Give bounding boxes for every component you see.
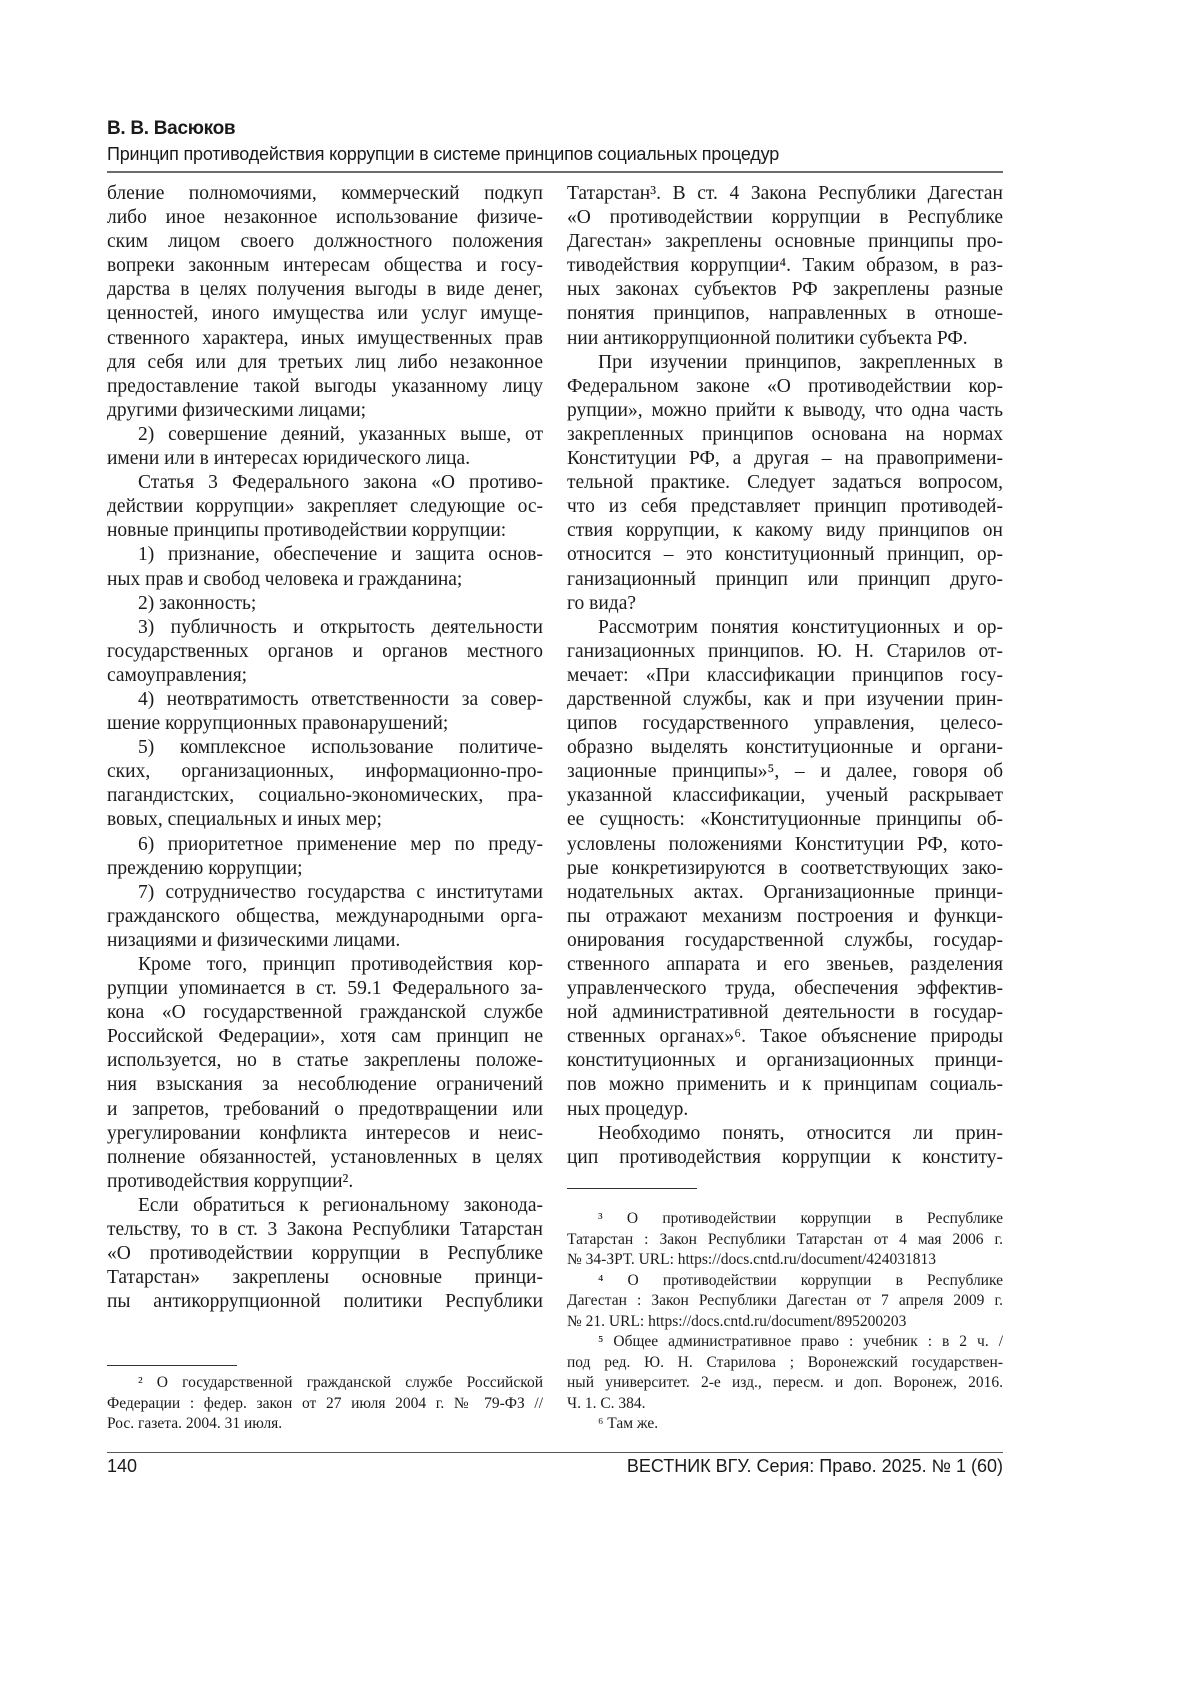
text-line: Необходимо понять, относится ли прин- (567, 1122, 1003, 1146)
paragraph (107, 471, 543, 543)
header-divider (107, 171, 1003, 173)
text-line: нии антикоррупционной политики субъекта РФ. (567, 327, 1003, 351)
text-line: тиводействия коррупции⁴. Таким образом, в раз- (567, 254, 1003, 278)
footnote-line: ный университет. 2-е изд., пересм. и доп. Воронеж, 2016. (567, 1373, 1003, 1394)
page-number: 140 (107, 1456, 137, 1477)
text-line: новные принципы противодействии коррупции: (107, 519, 543, 543)
text-line: понятия принципов, направленных в отноше- (567, 302, 1003, 326)
text-line: бление полномочиями, коммерческий подкуп (107, 182, 543, 206)
footnote-line: Дагестан : Закон Республики Дагестан от 7 апреля 2009 г. (567, 1291, 1003, 1312)
text-line: и запретов, требований о предотвращении или (107, 1098, 543, 1122)
paragraph (107, 543, 543, 591)
text-line: При изучении принципов, закрепленных в (567, 351, 1003, 375)
text-line: имени или в интересах юридического лица. (107, 447, 543, 471)
paragraph (107, 953, 543, 1194)
footnote (567, 1209, 1003, 1271)
text-line: ных процедур. (567, 1098, 1003, 1122)
text-line: ствия коррупции, к какому виду принципов он (567, 519, 1003, 543)
article-title: Принцип противодействия коррупции в системе принципов социальных процедур (107, 144, 779, 165)
text-line: полнение обязанностей, установленных в целях (107, 1146, 543, 1170)
text-line: Кроме того, принцип противодействия кор- (107, 953, 543, 977)
text-line: зационные принципы»⁵, – и далее, говоря об (567, 760, 1003, 784)
left-column-text (107, 182, 543, 1314)
footnote (567, 1332, 1003, 1414)
text-line: действии коррупции» закрепляет следующие ос- (107, 495, 543, 519)
footnote-line: ⁴ О противодействии коррупции в Республике (567, 1271, 1003, 1292)
text-line: дарственной службы, как и при изучении прин- (567, 688, 1003, 712)
footnote-line: Ч. 1. С. 384. (567, 1394, 1003, 1415)
paragraph (107, 423, 543, 471)
text-line: пагандистских, социально-экономических, пра- (107, 784, 543, 808)
text-line: ной административной деятельности в государ- (567, 1001, 1003, 1025)
text-line: Российской Федерации», хотя сам принцип не (107, 1025, 543, 1049)
footnote-line: ⁶ Там же. (567, 1414, 1003, 1435)
footnotes-left (107, 1373, 543, 1435)
footnote-line: № 21. URL: https://docs.cntd.ru/document/895200203 (567, 1312, 1003, 1333)
footnote-line: Татарстан : Закон Республики Татарстан от 4 мая 2006 г. (567, 1230, 1003, 1251)
text-line: ния взыскания за несоблюдение ограничений (107, 1073, 543, 1097)
text-line: образно выделять конституционные и органи- (567, 736, 1003, 760)
text-line: Татарстан» закреплены основные принци- (107, 1266, 543, 1290)
paragraph (107, 833, 543, 881)
text-line: предоставление такой выгоды указанному лицу (107, 375, 543, 399)
text-line: пы антикоррупционной политики Республики (107, 1290, 543, 1314)
footnote-line: ² О государственной гражданской службе Российской (107, 1373, 543, 1394)
text-line: для себя или для третьих лиц либо незаконное (107, 351, 543, 375)
text-line: ским лицом своего должностного положения (107, 230, 543, 254)
paragraph (567, 616, 1003, 1122)
text-line: Конституции РФ, а другая – на правопримени- (567, 447, 1003, 471)
text-line: ганизационный принцип или принцип друго- (567, 568, 1003, 592)
footnote-line: Рос. газета. 2004. 31 июля. (107, 1414, 543, 1435)
text-line: Федеральном законе «О противодействии кор- (567, 375, 1003, 399)
text-line: 2) законность; (107, 592, 543, 616)
footnote (567, 1414, 1003, 1435)
footnotes-right (567, 1209, 1003, 1435)
paragraph (107, 736, 543, 832)
footnote-line: Федерации : федер. закон от 27 июля 2004 г. № 79-ФЗ // (107, 1394, 543, 1415)
text-line: тельству, то в ст. 3 Закона Республики Татарстан (107, 1218, 543, 1242)
text-line: что из себя представляет принцип противодей- (567, 495, 1003, 519)
paragraph (107, 881, 543, 953)
text-line: пов можно применить и к принципам социаль- (567, 1073, 1003, 1097)
footnote-divider-right (567, 1188, 697, 1189)
footnote-divider-left (107, 1365, 237, 1366)
footnote-line: под ред. Ю. Н. Старилова ; Воронежский государствен- (567, 1353, 1003, 1374)
text-line: ганизационных принципов. Ю. Н. Старилов от- (567, 640, 1003, 664)
text-line: ских, организационных, информационно-про- (107, 760, 543, 784)
text-line: преждению коррупции; (107, 857, 543, 881)
text-line: рые конкретизируются в соответствующих зако- (567, 857, 1003, 881)
text-line: го вида? (567, 592, 1003, 616)
text-line: рупции упоминается в ст. 59.1 Федерального за- (107, 977, 543, 1001)
text-line: 1) признание, обеспечение и защита основ- (107, 543, 543, 567)
text-line: ных законах субъектов РФ закреплены разные (567, 278, 1003, 302)
text-line: 5) комплексное использование политиче- (107, 736, 543, 760)
text-line: Статья 3 Федерального закона «О противо- (107, 471, 543, 495)
text-line: урегулировании конфликта интересов и неис- (107, 1122, 543, 1146)
text-line: дарства в целях получения выгоды в виде денег, (107, 278, 543, 302)
paragraph (567, 182, 1003, 351)
footnote-line: № 34-ЗРТ. URL: https://docs.cntd.ru/document/424031813 (567, 1250, 1003, 1271)
text-line: нодательных актах. Организационные принци- (567, 881, 1003, 905)
text-line: ее сущность: «Конституционные принципы об- (567, 808, 1003, 832)
text-line: гражданского общества, международными орга- (107, 905, 543, 929)
text-line: 6) приоритетное применение мер по преду- (107, 833, 543, 857)
text-line: тельной практике. Следует задаться вопросом, (567, 471, 1003, 495)
paragraph (107, 688, 543, 736)
text-line: кона «О государственной гражданской службе (107, 1001, 543, 1025)
text-line: условлены положениями Конституции РФ, кото- (567, 833, 1003, 857)
footnote (567, 1271, 1003, 1333)
text-line: относится – это конституционный принцип, ор- (567, 543, 1003, 567)
text-line: закрепленных принципов основана на нормах (567, 423, 1003, 447)
footer-divider (107, 1452, 1003, 1453)
footnote-line: ⁵ Общее административное право : учебник : в 2 ч. / (567, 1332, 1003, 1353)
text-line: либо иное незаконное использование физиче- (107, 206, 543, 230)
text-line: ственного аппарата и его звеньев, разделения (567, 953, 1003, 977)
text-line: пы отражают механизм построения и функци- (567, 905, 1003, 929)
text-line: «О противодействии коррупции в Республике (567, 206, 1003, 230)
text-line: мечает: «При классификации принципов госу- (567, 664, 1003, 688)
text-line: цип противодействия коррупции к конститу- (567, 1146, 1003, 1170)
text-line: 3) публичность и открытость деятельности (107, 616, 543, 640)
paragraph (107, 1194, 543, 1314)
text-line: используется, но в статье закреплены положе- (107, 1049, 543, 1073)
paragraph (567, 1122, 1003, 1170)
text-line: вопреки законным интересам общества и госу- (107, 254, 543, 278)
text-line: «О противодействии коррупции в Республике (107, 1242, 543, 1266)
paragraph (107, 616, 543, 688)
text-line: 4) неотвратимость ответственности за совер- (107, 688, 543, 712)
paragraph (107, 592, 543, 616)
text-line: противодействия коррупции². (107, 1170, 543, 1194)
paragraph (107, 182, 543, 423)
text-line: 7) сотрудничество государства с институтами (107, 881, 543, 905)
journal-citation: ВЕСТНИК ВГУ. Серия: Право. 2025. № 1 (60) (627, 1456, 1003, 1477)
text-line: ственных органах»⁶. Такое объяснение природы (567, 1025, 1003, 1049)
right-column-text (567, 182, 1003, 1170)
text-line: государственных органов и органов местного (107, 640, 543, 664)
text-line: шение коррупционных правонарушений; (107, 712, 543, 736)
text-line: самоуправления; (107, 664, 543, 688)
text-line: управленческого труда, обеспечения эффектив- (567, 977, 1003, 1001)
text-line: 2) совершение деяний, указанных выше, от (107, 423, 543, 447)
text-line: низациями и физическими лицами. (107, 929, 543, 953)
text-line: онирования государственной службы, государ- (567, 929, 1003, 953)
text-line: вовых, специальных и иных мер; (107, 808, 543, 832)
text-line: Если обратиться к региональному законода- (107, 1194, 543, 1218)
text-line: конституционных и организационных принци- (567, 1049, 1003, 1073)
article-author: В. В. Васюков (107, 118, 235, 140)
text-line: ственного характера, иных имущественных прав (107, 327, 543, 351)
text-line: Рассмотрим понятия конституционных и ор- (567, 616, 1003, 640)
text-line: ных прав и свобод человека и гражданина; (107, 568, 543, 592)
text-line: ципов государственного управления, целесо- (567, 712, 1003, 736)
footnote-line: ³ О противодействии коррупции в Республике (567, 1209, 1003, 1230)
text-line: рупции», можно прийти к выводу, что одна часть (567, 399, 1003, 423)
text-line: другими физическими лицами; (107, 399, 543, 423)
text-line: Татарстан³. В ст. 4 Закона Республики Дагестан (567, 182, 1003, 206)
footnote (107, 1373, 543, 1435)
paragraph (567, 351, 1003, 616)
text-line: указанной классификации, ученый раскрывает (567, 784, 1003, 808)
text-line: Дагестан» закреплены основные принципы про- (567, 230, 1003, 254)
text-line: ценностей, иного имущества или услуг имуще- (107, 302, 543, 326)
